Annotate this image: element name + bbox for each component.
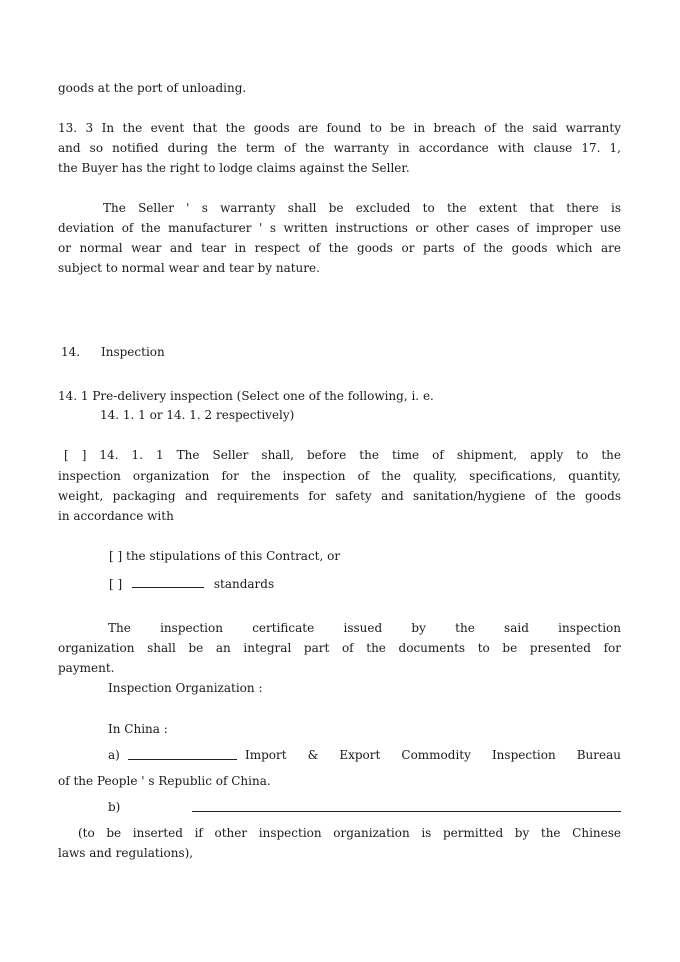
clause-13-3-line-1: 13. 3 In the event that the goods are found to be in breach of the said warranty [58, 121, 621, 135]
section-14-number: 14. [61, 345, 81, 359]
item-a-continuation: of the People ' s Republic of China. [58, 774, 271, 788]
item-b-blank-line [192, 811, 621, 812]
checkbox-bracket: [ ] [109, 577, 123, 591]
clause-14-1-1-line-1: [ ] 14. 1. 1 The Seller shall, before the time of shipment, apply to the [64, 448, 621, 462]
clause-14-1-line-2: 14. 1. 1 or 14. 1. 2 respectively) [100, 408, 295, 422]
certificate-line-3: payment. [58, 661, 115, 675]
clause-13-3-line-3: the Buyer has the right to lodge claims against the Seller. [58, 161, 410, 175]
item-a-label: a) [108, 748, 120, 762]
clause-14-1-line-1: 14. 1 Pre-delivery inspection (Select one of the following, i. e. [58, 389, 434, 403]
warranty-exclusion-line-3: or normal wear and tear in respect of the goods or parts of the goods which are [58, 241, 621, 255]
clause-14-1-1-line-2: inspection organization for the inspection of the quality, specifications, quantity, [58, 469, 621, 483]
option-contract-stipulations: [ ] the stipulations of this Contract, or [109, 549, 341, 563]
warranty-exclusion-line-1: The Seller ' s warranty shall be excluded to the extent that there is [103, 201, 621, 215]
warranty-exclusion-line-4: subject to normal wear and tear by nature. [58, 261, 320, 275]
note-line-1: (to be inserted if other inspection organization is permitted by the Chinese [78, 826, 621, 840]
option-standards [109, 576, 409, 591]
text-line: goods at the port of unloading. [58, 81, 247, 95]
clause-13-3-line-2: and so notified during the term of the warranty in accordance with clause 17. 1, [58, 141, 621, 155]
clause-14-1-1-line-4: in accordance with [58, 509, 174, 523]
in-china-label: In China : [108, 722, 168, 736]
clause-14-1-1-line-3: weight, packaging and requirements for safety and sanitation/hygiene of the goods [58, 489, 621, 503]
section-14-title: Inspection [101, 345, 165, 359]
standards-label: standards [213, 577, 275, 591]
item-a-blank [128, 748, 237, 763]
item-a-text: Import & Export Commodity Inspection Bureau [245, 748, 621, 762]
inspection-organization-label: Inspection Organization : [108, 681, 263, 695]
item-b-label: b) [108, 800, 121, 814]
standards-blank-line [132, 576, 204, 588]
note-line-2: laws and regulations), [58, 846, 194, 860]
certificate-line-2: organization shall be an integral part of the documents to be presented for [58, 641, 621, 655]
warranty-exclusion-line-2: deviation of the manufacturer ' s written instructions or other cases of improper use [58, 221, 621, 235]
certificate-line-1: The inspection certificate issued by the said inspection [108, 621, 621, 635]
